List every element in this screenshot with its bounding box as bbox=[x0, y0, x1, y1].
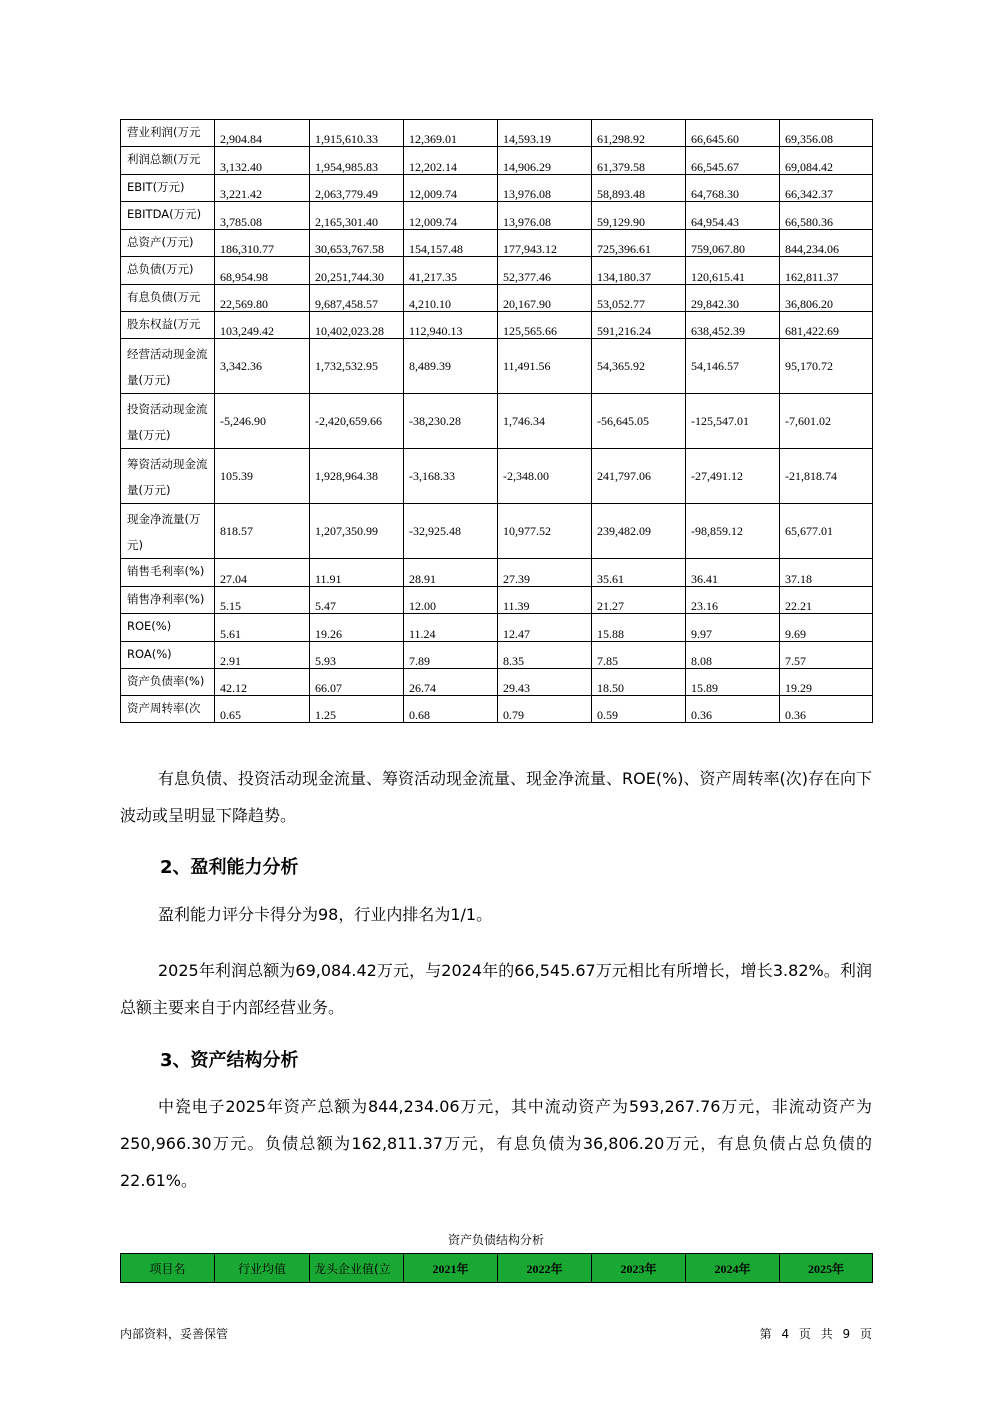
profitability-score-paragraph: 盈利能力评分卡得分为98，行业内排名为1/1。 bbox=[158, 905, 493, 924]
table-cell: 1,928,964.38 bbox=[310, 449, 404, 504]
table-cell: 8,489.39 bbox=[404, 339, 498, 394]
table-cell: 11,491.56 bbox=[498, 339, 592, 394]
table-cell: 4,210.10 bbox=[404, 285, 498, 312]
row-label: EBITDA(万元) bbox=[121, 202, 215, 230]
table-cell: 53,052.77 bbox=[592, 285, 686, 312]
table-cell: 0.36 bbox=[686, 696, 780, 723]
header-cell: 行业均值 bbox=[215, 1254, 310, 1283]
table-cell: 2,063,779.49 bbox=[310, 175, 404, 202]
trend-paragraph: 有息负债、投资活动现金流量、筹资活动现金流量、现金净流量、ROE(%)、资产周转率(次)存在向下波动或呈明显下降趋势。 bbox=[120, 769, 872, 825]
table-cell: 18.50 bbox=[592, 669, 686, 696]
table-cell: -98,859.12 bbox=[686, 504, 780, 559]
table-cell: 58,893.48 bbox=[592, 175, 686, 202]
table-cell: 12,202.14 bbox=[404, 147, 498, 175]
table-cell: 2,904.84 bbox=[215, 120, 310, 147]
table-cell: 7.85 bbox=[592, 642, 686, 669]
table-cell: 26.74 bbox=[404, 669, 498, 696]
table-caption: 资产负债结构分析 bbox=[447, 1233, 544, 1247]
table-row bbox=[121, 147, 873, 175]
table-cell: 27.04 bbox=[215, 559, 310, 587]
row-label: 筹资活动现金流量(万元) bbox=[121, 449, 215, 504]
table-cell: 66,645.60 bbox=[686, 120, 780, 147]
table-row bbox=[121, 614, 873, 642]
table-row bbox=[121, 669, 873, 696]
row-label: 经营活动现金流量(万元) bbox=[121, 339, 215, 394]
table-cell: 42.12 bbox=[215, 669, 310, 696]
row-label: EBIT(万元) bbox=[121, 175, 215, 202]
table-cell: 29.43 bbox=[498, 669, 592, 696]
row-label: 有息负债(万元 bbox=[121, 285, 215, 312]
asset-structure-paragraph: 中瓷电子2025年资产总额为844,234.06万元，其中流动资产为593,267.76万元，非流动资产为250,966.30万元。负债总额为162,811.37万元，有息负债为36,806.20万元，有息负债占总负债的22.61%。 bbox=[120, 1097, 872, 1190]
table-cell: 154,157.48 bbox=[404, 230, 498, 257]
table-row bbox=[121, 642, 873, 669]
table-cell: 186,310.77 bbox=[215, 230, 310, 257]
row-label: 股东权益(万元 bbox=[121, 312, 215, 339]
table-cell: 29,842.30 bbox=[686, 285, 780, 312]
table-cell: -7,601.02 bbox=[780, 394, 873, 449]
table-header-row bbox=[121, 1254, 873, 1283]
table-cell: 8.35 bbox=[498, 642, 592, 669]
table-cell: -27,491.12 bbox=[686, 449, 780, 504]
row-label: 利润总额(万元 bbox=[121, 147, 215, 175]
table-cell: 21.27 bbox=[592, 587, 686, 614]
table-cell: 66.07 bbox=[310, 669, 404, 696]
table-row bbox=[121, 202, 873, 230]
table-cell: 112,940.13 bbox=[404, 312, 498, 339]
table-cell: 103,249.42 bbox=[215, 312, 310, 339]
table-cell: 11.24 bbox=[404, 614, 498, 642]
table-row bbox=[121, 285, 873, 312]
table-cell: 120,615.41 bbox=[686, 257, 780, 285]
table-row bbox=[121, 394, 873, 449]
table-cell: 3,221.42 bbox=[215, 175, 310, 202]
table-cell: 1.25 bbox=[310, 696, 404, 723]
table-row bbox=[121, 230, 873, 257]
header-cell: 2024年 bbox=[686, 1254, 780, 1283]
table-cell: 15.89 bbox=[686, 669, 780, 696]
table-cell: 3,342.36 bbox=[215, 339, 310, 394]
row-label: 投资活动现金流量(万元) bbox=[121, 394, 215, 449]
table-cell: 14,593.19 bbox=[498, 120, 592, 147]
financial-indicator-table bbox=[120, 119, 873, 723]
financial-table-body bbox=[121, 120, 873, 723]
table-cell: 69,356.08 bbox=[780, 120, 873, 147]
table-cell: 36,806.20 bbox=[780, 285, 873, 312]
table-cell: 5.61 bbox=[215, 614, 310, 642]
table-cell: 54,146.57 bbox=[686, 339, 780, 394]
table-cell: 10,402,023.28 bbox=[310, 312, 404, 339]
table-cell: 239,482.09 bbox=[592, 504, 686, 559]
row-label: ROA(%) bbox=[121, 642, 215, 669]
section-heading-asset-structure: 3、资产结构分析 bbox=[160, 1050, 299, 1071]
table-cell: 0.68 bbox=[404, 696, 498, 723]
table-cell: 95,170.72 bbox=[780, 339, 873, 394]
table-cell: 2,165,301.40 bbox=[310, 202, 404, 230]
table-row bbox=[121, 559, 873, 587]
table-cell: 66,580.36 bbox=[780, 202, 873, 230]
table-cell: -2,420,659.66 bbox=[310, 394, 404, 449]
table-cell: 52,377.46 bbox=[498, 257, 592, 285]
table-cell: 54,365.92 bbox=[592, 339, 686, 394]
table-cell: 1,915,610.33 bbox=[310, 120, 404, 147]
row-label: 销售净利率(%) bbox=[121, 587, 215, 614]
table-cell: 125,565.66 bbox=[498, 312, 592, 339]
table-cell: 22,569.80 bbox=[215, 285, 310, 312]
table-cell: 14,906.29 bbox=[498, 147, 592, 175]
table-cell: 69,084.42 bbox=[780, 147, 873, 175]
table-cell: 11.91 bbox=[310, 559, 404, 587]
row-label: 现金净流量(万元) bbox=[121, 504, 215, 559]
row-label: 资产负债率(%) bbox=[121, 669, 215, 696]
table-cell: 0.79 bbox=[498, 696, 592, 723]
table-row bbox=[121, 257, 873, 285]
table-cell: 66,342.37 bbox=[780, 175, 873, 202]
table-row bbox=[121, 175, 873, 202]
table-cell: 12,369.01 bbox=[404, 120, 498, 147]
table-cell: -2,348.00 bbox=[498, 449, 592, 504]
table-cell: 105.39 bbox=[215, 449, 310, 504]
profit-growth-paragraph: 2025年利润总额为69,084.42万元，与2024年的66,545.67万元相比有所增长，增长3.82%。利润总额主要来自于内部经营业务。 bbox=[120, 961, 872, 1017]
table-cell: 65,677.01 bbox=[780, 504, 873, 559]
table-cell: 68,954.98 bbox=[215, 257, 310, 285]
table-row bbox=[121, 696, 873, 723]
table-cell: 7.89 bbox=[404, 642, 498, 669]
table-cell: 12,009.74 bbox=[404, 175, 498, 202]
table-cell: 37.18 bbox=[780, 559, 873, 587]
table-row bbox=[121, 312, 873, 339]
table-cell: 591,216.24 bbox=[592, 312, 686, 339]
table-row bbox=[121, 504, 873, 559]
table-cell: 0.65 bbox=[215, 696, 310, 723]
table-row bbox=[121, 120, 873, 147]
header-cell: 2021年 bbox=[404, 1254, 498, 1283]
table-cell: 36.41 bbox=[686, 559, 780, 587]
table-cell: 41,217.35 bbox=[404, 257, 498, 285]
table-cell: 11.39 bbox=[498, 587, 592, 614]
table-cell: 61,379.58 bbox=[592, 147, 686, 175]
table-cell: 23.16 bbox=[686, 587, 780, 614]
table-cell: 681,422.69 bbox=[780, 312, 873, 339]
table-cell: 64,954.43 bbox=[686, 202, 780, 230]
table-cell: -3,168.33 bbox=[404, 449, 498, 504]
table-cell: 35.61 bbox=[592, 559, 686, 587]
table-cell: 64,768.30 bbox=[686, 175, 780, 202]
section-heading-profitability: 2、盈利能力分析 bbox=[160, 857, 299, 878]
footer-page-number: 第 4 页 共 9 页 bbox=[759, 1327, 872, 1341]
table-cell: 20,167.90 bbox=[498, 285, 592, 312]
table-cell: 12,009.74 bbox=[404, 202, 498, 230]
table-cell: 10,977.52 bbox=[498, 504, 592, 559]
table-cell: -5,246.90 bbox=[215, 394, 310, 449]
table-cell: 28.91 bbox=[404, 559, 498, 587]
table-cell: 7.57 bbox=[780, 642, 873, 669]
row-label: 营业利润(万元 bbox=[121, 120, 215, 147]
table-cell: 759,067.80 bbox=[686, 230, 780, 257]
table-cell: 2.91 bbox=[215, 642, 310, 669]
balance-structure-table bbox=[120, 1253, 873, 1283]
table-cell: -56,645.05 bbox=[592, 394, 686, 449]
table-cell: 1,954,985.83 bbox=[310, 147, 404, 175]
table-row bbox=[121, 339, 873, 394]
table-cell: 66,545.67 bbox=[686, 147, 780, 175]
table-cell: 30,653,767.58 bbox=[310, 230, 404, 257]
table-cell: 241,797.06 bbox=[592, 449, 686, 504]
table-cell: -125,547.01 bbox=[686, 394, 780, 449]
header-cell: 龙头企业值(立 bbox=[310, 1254, 404, 1283]
table-cell: 818.57 bbox=[215, 504, 310, 559]
row-label: ROE(%) bbox=[121, 614, 215, 642]
table-cell: -32,925.48 bbox=[404, 504, 498, 559]
table-cell: -21,818.74 bbox=[780, 449, 873, 504]
table-cell: 27.39 bbox=[498, 559, 592, 587]
table-cell: 13,976.08 bbox=[498, 175, 592, 202]
row-label: 总负债(万元) bbox=[121, 257, 215, 285]
table-cell: 13,976.08 bbox=[498, 202, 592, 230]
table-cell: 8.08 bbox=[686, 642, 780, 669]
table-cell: 19.26 bbox=[310, 614, 404, 642]
table-row bbox=[121, 587, 873, 614]
table-cell: 5.93 bbox=[310, 642, 404, 669]
table-cell: 0.59 bbox=[592, 696, 686, 723]
table-cell: 61,298.92 bbox=[592, 120, 686, 147]
row-label: 资产周转率(次 bbox=[121, 696, 215, 723]
table-cell: 9.97 bbox=[686, 614, 780, 642]
table-cell: 3,785.08 bbox=[215, 202, 310, 230]
table-cell: 177,943.12 bbox=[498, 230, 592, 257]
table-cell: -38,230.28 bbox=[404, 394, 498, 449]
table-cell: 638,452.39 bbox=[686, 312, 780, 339]
table-cell: 0.36 bbox=[780, 696, 873, 723]
table-cell: 19.29 bbox=[780, 669, 873, 696]
table-cell: 12.47 bbox=[498, 614, 592, 642]
table-cell: 844,234.06 bbox=[780, 230, 873, 257]
table-cell: 1,746.34 bbox=[498, 394, 592, 449]
table-cell: 15.88 bbox=[592, 614, 686, 642]
table-cell: 1,207,350.99 bbox=[310, 504, 404, 559]
header-cell: 2025年 bbox=[780, 1254, 873, 1283]
header-cell: 项目名 bbox=[121, 1254, 215, 1283]
table-cell: 162,811.37 bbox=[780, 257, 873, 285]
table-cell: 9,687,458.57 bbox=[310, 285, 404, 312]
table-cell: 22.21 bbox=[780, 587, 873, 614]
table-cell: 3,132.40 bbox=[215, 147, 310, 175]
table-cell: 5.47 bbox=[310, 587, 404, 614]
row-label: 销售毛利率(%) bbox=[121, 559, 215, 587]
footer-confidential-note: 内部资料，妥善保管 bbox=[120, 1327, 229, 1341]
table-row bbox=[121, 449, 873, 504]
header-cell: 2022年 bbox=[498, 1254, 592, 1283]
table-cell: 5.15 bbox=[215, 587, 310, 614]
row-label: 总资产(万元) bbox=[121, 230, 215, 257]
table-cell: 1,732,532.95 bbox=[310, 339, 404, 394]
table-cell: 20,251,744.30 bbox=[310, 257, 404, 285]
table-cell: 12.00 bbox=[404, 587, 498, 614]
table-cell: 134,180.37 bbox=[592, 257, 686, 285]
table-cell: 9.69 bbox=[780, 614, 873, 642]
table-cell: 59,129.90 bbox=[592, 202, 686, 230]
header-cell: 2023年 bbox=[592, 1254, 686, 1283]
table-cell: 725,396.61 bbox=[592, 230, 686, 257]
